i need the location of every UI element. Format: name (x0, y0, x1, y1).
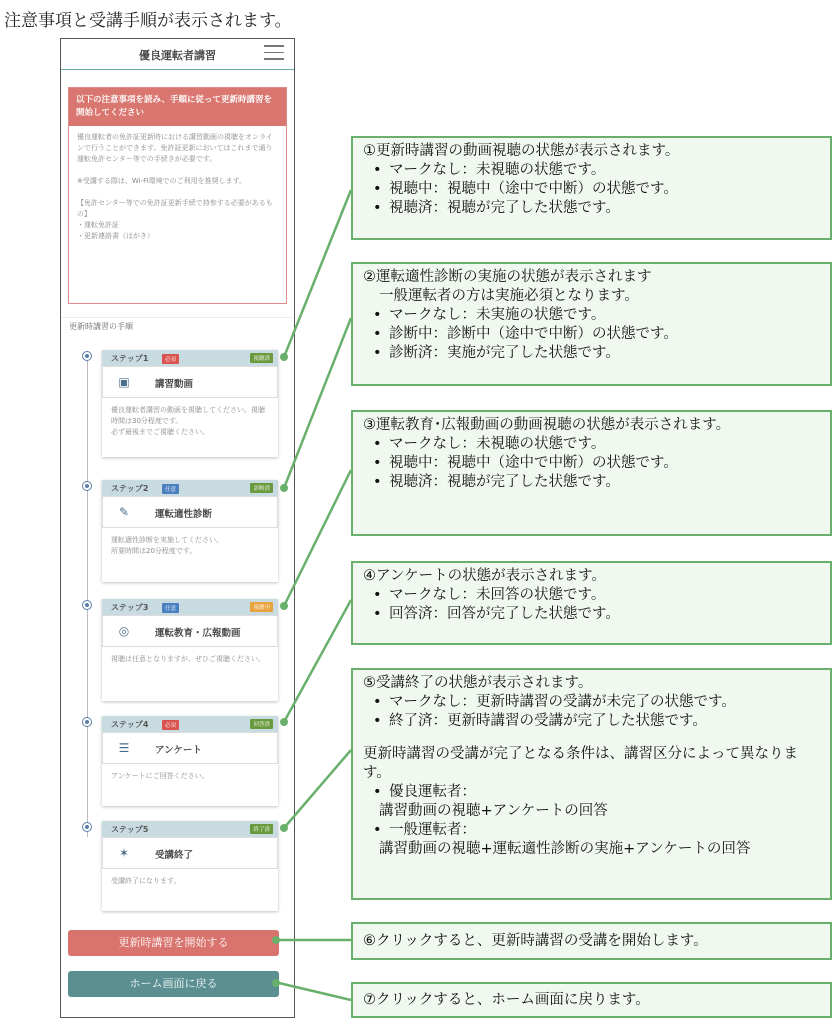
status-badge: 視聴中 (250, 602, 273, 612)
step-name: ステップ4 (111, 720, 149, 729)
status-badge: 診断済 (250, 483, 273, 493)
callout-detail: 講習動画の視聴+運転適性診断の実施+アンケートの回答 (379, 841, 751, 857)
step-description: アンケートにご回答ください。 (111, 772, 209, 780)
status-badge: 回答済 (250, 719, 273, 729)
callout-2 (351, 262, 832, 386)
status-badge: 終了済 (250, 824, 273, 834)
step-name: ステップ5 (111, 825, 149, 834)
step-title: 受講終了 (155, 850, 194, 861)
home-button[interactable]: ホーム画面に戻る (68, 971, 279, 997)
optional-tag: 任意 (162, 484, 179, 494)
step-description: 優良運転者講習の動画を視聴してください。視聴時間は30分程度です。 必ず最後までご視聴ください。 (111, 406, 265, 436)
clipboard-icon: ☰ (118, 741, 130, 755)
callout-item: • 視聴中：視聴中（途中で中断）の状態です。 (377, 180, 820, 199)
callout-1 (351, 136, 832, 240)
callout-item: • 視聴済：視聴が完了した状態です。 (377, 199, 820, 218)
steps-label: 更新時講習の手順 (69, 322, 133, 331)
callout-item: • 視聴中：視聴中（途中で中断）の状態です。 (377, 454, 820, 473)
callout-item: • 一般運転者： (377, 821, 820, 840)
callout-6 (351, 922, 832, 960)
diagnosis-icon: ✎ (118, 505, 130, 519)
callout-item: • 診断中：診断中（途中で中断）の状態です。 (377, 325, 820, 344)
video-icon: ▣ (118, 375, 130, 389)
step-title: アンケート (155, 745, 202, 756)
callout-title: ⑦クリックすると、ホーム画面に戻ります。 (363, 992, 650, 1008)
callout-item: • 優良運転者： (377, 783, 820, 802)
step-description: 受講終了になります。 (111, 877, 181, 885)
step-description: 運転適性診断を実施してください。 所要時間は20分程度です。 (111, 536, 223, 555)
callout-7 (351, 982, 832, 1018)
callout-item: • マークなし：未回答の状態です。 (377, 586, 820, 605)
callout-5 (351, 668, 832, 900)
status-badge: 視聴済 (250, 353, 273, 363)
step-description: 視聴は任意となりますが、ぜひご視聴ください。 (111, 655, 265, 663)
callout-detail: 講習動画の視聴+アンケートの回答 (379, 803, 608, 819)
callout-item: • 回答済：回答が完了した状態です。 (377, 605, 820, 624)
callout-title: ④アンケートの状態が表示されます。 (363, 568, 606, 584)
page-caption: 注意事項と受講手順が表示されます。 (4, 11, 292, 31)
optional-tag: 任意 (162, 603, 179, 613)
callout-title: ②運転適性診断の実施の状態が表示されます (363, 269, 652, 285)
callout-note: 一般運転者の方は実施必須となります。 (379, 288, 639, 304)
step-title: 講習動画 (155, 379, 194, 390)
required-tag: 必須 (162, 354, 179, 364)
callout-title: ①更新時講習の動画視聴の状態が表示されます。 (363, 143, 680, 159)
callout-4 (351, 561, 832, 645)
step-name: ステップ3 (111, 603, 149, 612)
start-course-button[interactable]: 更新時講習を開始する (68, 930, 279, 956)
callout-condition: 更新時講習の受講が完了となる条件は、講習区分によって異なります。 (363, 746, 798, 781)
step-title: 運転適性診断 (155, 509, 213, 520)
notice-body: 優良運転者の免許証更新時における講習動画の視聴をオンラインで行うことができます。免許証更新においてはこれまで通り運転免許センター等での手続きが必要です。 ※受講する際は、Wi-Fi環境でのご利用を推奨します。 【免許センター等での免許証更新手続で持参する必要があるもの】 ・運転免許証 ・更新連絡書（はがき） (77, 133, 273, 240)
step-title: 運転教育・広報動画 (155, 628, 241, 639)
callout-title: ③運転教育･広報動画の動画視聴の状態が表示されます。 (363, 417, 731, 433)
callout-item: • マークなし：更新時講習の受講が未完了の状態です。 (377, 693, 820, 712)
step-name: ステップ1 (111, 354, 149, 363)
party-popper-icon: ✶ (118, 846, 130, 860)
callout-item: • 視聴済：視聴が完了した状態です。 (377, 473, 820, 492)
step-name: ステップ2 (111, 484, 149, 493)
notice-heading: 以下の注意事項を読み、手順に従って更新時講習を開始してください (69, 88, 286, 126)
callout-title: ⑥クリックすると、更新時講習の受講を開始します。 (363, 933, 708, 949)
callout-item: • マークなし：未視聴の状態です。 (377, 435, 820, 454)
callout-item: • マークなし：未実施の状態です。 (377, 306, 820, 325)
callout-item: • マークなし：未視聴の状態です。 (377, 161, 820, 180)
callout-title: ⑤受講終了の状態が表示されます。 (363, 675, 593, 691)
callout-item: • 終了済：更新時講習の受講が完了した状態です。 (377, 712, 820, 731)
required-tag: 必須 (162, 720, 179, 730)
app-title: 優良運転者講習 (139, 49, 216, 62)
callout-3 (351, 410, 832, 536)
steering-wheel-icon: ◎ (118, 624, 130, 638)
callout-item: • 診断済：実施が完了した状態です。 (377, 344, 820, 363)
